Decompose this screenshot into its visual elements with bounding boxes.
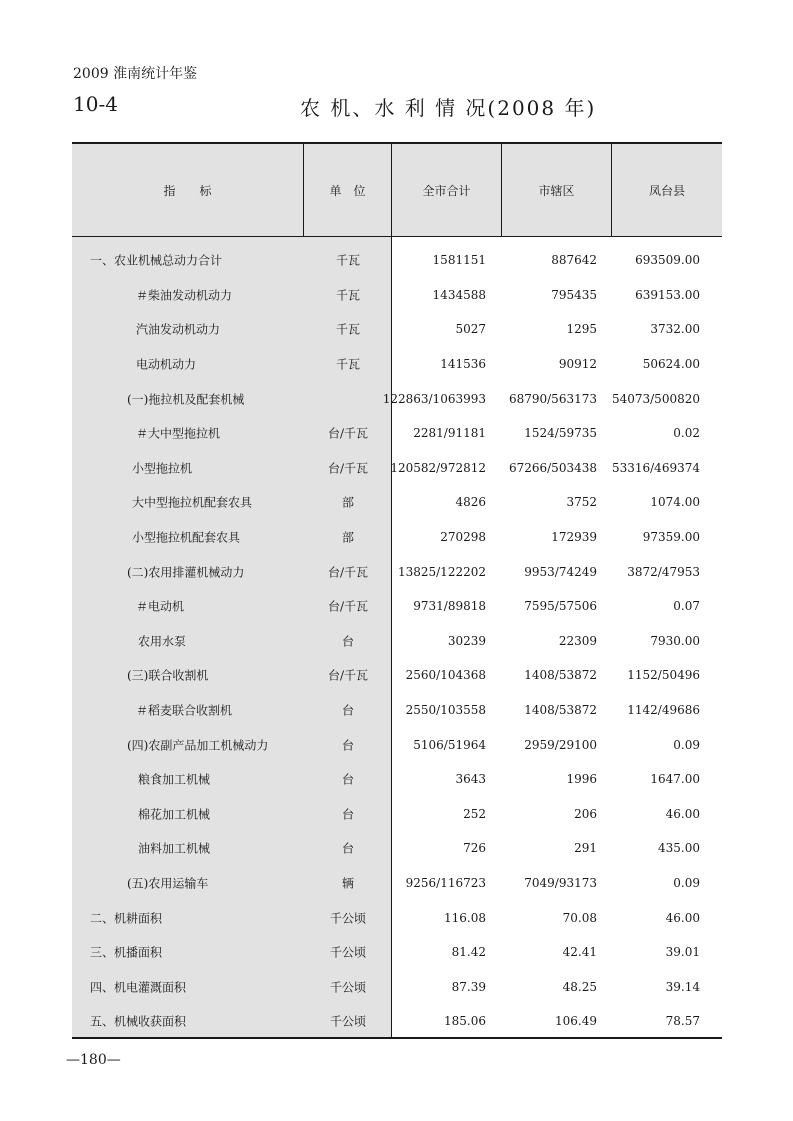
value-fengtai: 0.09 <box>673 737 700 752</box>
value-fengtai: 46.00 <box>665 806 700 821</box>
value-fengtai: 46.00 <box>665 910 700 925</box>
row-unit: 台/千瓦 <box>327 599 369 614</box>
row-unit: 台 <box>341 841 354 856</box>
value-fengtai: 1074.00 <box>650 495 700 510</box>
column-header-districts: 市辖区 <box>538 184 575 198</box>
value-city-total: 81.42 <box>451 945 486 960</box>
row-unit: 千瓦 <box>335 357 360 372</box>
row-label: 棉花加工机械 <box>138 807 211 822</box>
value-city-total: 5027 <box>455 322 486 337</box>
row-unit: 台 <box>341 772 354 787</box>
row-label: 农用水泵 <box>138 634 187 649</box>
value-city-total: 120582/972812 <box>390 460 486 475</box>
table-row <box>72 935 722 970</box>
table-row <box>72 970 722 1005</box>
row-label: (四)农副产品加工机械动力 <box>127 738 269 753</box>
value-city-total: 30239 <box>447 633 486 648</box>
table-row <box>72 485 722 520</box>
value-districts: 22309 <box>558 633 597 648</box>
row-unit: 千公顷 <box>329 1014 366 1029</box>
value-fengtai: 39.14 <box>665 979 700 994</box>
row-label: 大中型拖拉机配套农具 <box>132 495 253 510</box>
value-districts: 7049/93173 <box>524 876 597 891</box>
table-row <box>72 347 722 382</box>
row-label: 小型拖拉机 <box>132 461 193 476</box>
value-districts: 90912 <box>558 357 597 372</box>
value-districts: 1295 <box>566 322 597 337</box>
row-unit: 千瓦 <box>335 253 360 268</box>
value-districts: 1996 <box>566 772 597 787</box>
value-city-total: 9256/116723 <box>405 876 486 891</box>
value-city-total: 2550/103558 <box>405 703 486 718</box>
page-number: —180— <box>66 1052 121 1068</box>
table-row <box>72 727 722 762</box>
value-city-total: 87.39 <box>451 979 486 994</box>
value-city-total: 4826 <box>455 495 486 510</box>
table-row <box>72 1004 722 1039</box>
value-city-total: 116.08 <box>444 910 486 925</box>
value-city-total: 1434588 <box>432 287 486 302</box>
table-row <box>72 416 722 451</box>
value-city-total: 122863/1063993 <box>382 391 486 406</box>
value-fengtai: 7930.00 <box>650 633 700 648</box>
row-unit: 台/千瓦 <box>327 668 369 683</box>
value-city-total: 726 <box>463 841 486 856</box>
value-fengtai: 1142/49686 <box>627 703 700 718</box>
table-row <box>72 381 722 416</box>
column-header-unit: 单 位 <box>329 184 366 198</box>
value-city-total: 2560/104368 <box>405 668 486 683</box>
row-unit: 部 <box>341 495 354 510</box>
row-label: ＃稻麦联合收割机 <box>136 703 233 718</box>
value-fengtai: 78.57 <box>665 1014 700 1029</box>
page-title: 农 机、水 利 情 况(2008 年) <box>300 96 597 120</box>
row-label: (二)农用排灌机械动力 <box>127 565 245 580</box>
value-city-total: 13825/122202 <box>397 564 486 579</box>
value-city-total: 3643 <box>455 772 486 787</box>
value-districts: 1408/53872 <box>524 703 597 718</box>
row-unit: 千公顷 <box>329 945 366 960</box>
table-row <box>72 658 722 693</box>
value-city-total: 1581151 <box>432 253 486 268</box>
row-unit: 千瓦 <box>335 288 360 303</box>
row-unit: 部 <box>341 530 354 545</box>
value-districts: 67266/503438 <box>508 460 597 475</box>
value-districts: 887642 <box>551 253 597 268</box>
row-label: ＃柴油发动机动力 <box>136 288 233 303</box>
row-label: ＃大中型拖拉机 <box>136 426 221 441</box>
column-header-city-total: 全市合计 <box>422 184 471 198</box>
value-city-total: 141536 <box>440 357 486 372</box>
value-fengtai: 0.07 <box>673 599 700 614</box>
row-label: (三)联合收割机 <box>127 668 209 683</box>
row-unit: 辆 <box>341 876 354 891</box>
value-fengtai: 3732.00 <box>650 322 700 337</box>
row-label: 油料加工机械 <box>138 841 211 856</box>
table-row <box>72 624 722 659</box>
table-number: 10-4 <box>73 92 118 116</box>
value-districts: 1524/59735 <box>524 426 597 441</box>
row-label: 汽油发动机动力 <box>136 322 221 337</box>
value-city-total: 9731/89818 <box>413 599 486 614</box>
row-label: (五)农用运输车 <box>127 876 209 891</box>
row-label: 二、机耕面积 <box>90 911 163 926</box>
value-city-total: 270298 <box>440 530 486 545</box>
row-label: 一、农业机械总动力合计 <box>90 253 223 268</box>
table-row <box>72 900 722 935</box>
value-city-total: 185.06 <box>444 1014 486 1029</box>
row-unit: 台 <box>341 634 354 649</box>
row-unit: 千公顷 <box>329 980 366 995</box>
value-districts: 291 <box>574 841 597 856</box>
row-label: 三、机播面积 <box>90 945 163 960</box>
value-fengtai: 3872/47953 <box>627 564 700 579</box>
value-districts: 70.08 <box>562 910 597 925</box>
value-districts: 106.49 <box>555 1014 597 1029</box>
column-header-fengtai: 凤台县 <box>648 184 685 198</box>
table-row <box>72 243 722 278</box>
row-unit: 台 <box>341 807 354 822</box>
table-row <box>72 278 722 313</box>
row-label: (一)拖拉机及配套机械 <box>127 392 245 407</box>
table-row <box>72 797 722 832</box>
value-districts: 48.25 <box>562 979 597 994</box>
table-row <box>72 589 722 624</box>
value-fengtai: 0.02 <box>673 426 700 441</box>
value-districts: 795435 <box>551 287 597 302</box>
value-city-total: 5106/51964 <box>413 737 486 752</box>
value-city-total: 252 <box>463 806 486 821</box>
row-unit: 台 <box>341 703 354 718</box>
value-districts: 42.41 <box>562 945 597 960</box>
value-districts: 1408/53872 <box>524 668 597 683</box>
row-label: ＃电动机 <box>136 599 185 614</box>
table-row <box>72 866 722 901</box>
value-fengtai: 0.09 <box>673 876 700 891</box>
row-label: 粮食加工机械 <box>138 772 211 787</box>
value-fengtai: 1152/50496 <box>627 668 700 683</box>
row-unit: 千公顷 <box>329 911 366 926</box>
value-districts: 68790/563173 <box>508 391 597 406</box>
value-fengtai: 53316/469374 <box>611 460 700 475</box>
table-row <box>72 831 722 866</box>
value-fengtai: 1647.00 <box>650 772 700 787</box>
table-row <box>72 693 722 728</box>
value-city-total: 2281/91181 <box>413 426 486 441</box>
yearbook-header: 2009 淮南统计年鉴 <box>73 66 198 82</box>
value-fengtai: 39.01 <box>665 945 700 960</box>
value-fengtai: 639153.00 <box>635 287 700 302</box>
table-row <box>72 762 722 797</box>
value-fengtai: 50624.00 <box>642 357 700 372</box>
value-districts: 206 <box>574 806 597 821</box>
row-label: 五、机械收获面积 <box>90 1014 187 1029</box>
value-districts: 172939 <box>551 530 597 545</box>
column-header-indicator: 指 标 <box>163 184 212 198</box>
value-fengtai: 435.00 <box>658 841 700 856</box>
row-unit: 台 <box>341 738 354 753</box>
row-label: 四、机电灌溉面积 <box>90 980 187 995</box>
table-row <box>72 312 722 347</box>
row-unit: 千瓦 <box>335 322 360 337</box>
row-label: 电动机动力 <box>136 357 197 372</box>
table-row <box>72 520 722 555</box>
value-districts: 3752 <box>566 495 597 510</box>
value-fengtai: 54073/500820 <box>611 391 700 406</box>
row-label: 小型拖拉机配套农具 <box>132 530 241 545</box>
row-unit: 台/千瓦 <box>327 426 369 441</box>
value-districts: 2959/29100 <box>524 737 597 752</box>
value-districts: 9953/74249 <box>524 564 597 579</box>
row-unit: 台/千瓦 <box>327 461 369 476</box>
value-fengtai: 97359.00 <box>642 530 700 545</box>
row-unit: 台/千瓦 <box>327 565 369 580</box>
value-districts: 7595/57506 <box>524 599 597 614</box>
table-row <box>72 451 722 486</box>
value-fengtai: 693509.00 <box>635 253 700 268</box>
table-row <box>72 554 722 589</box>
